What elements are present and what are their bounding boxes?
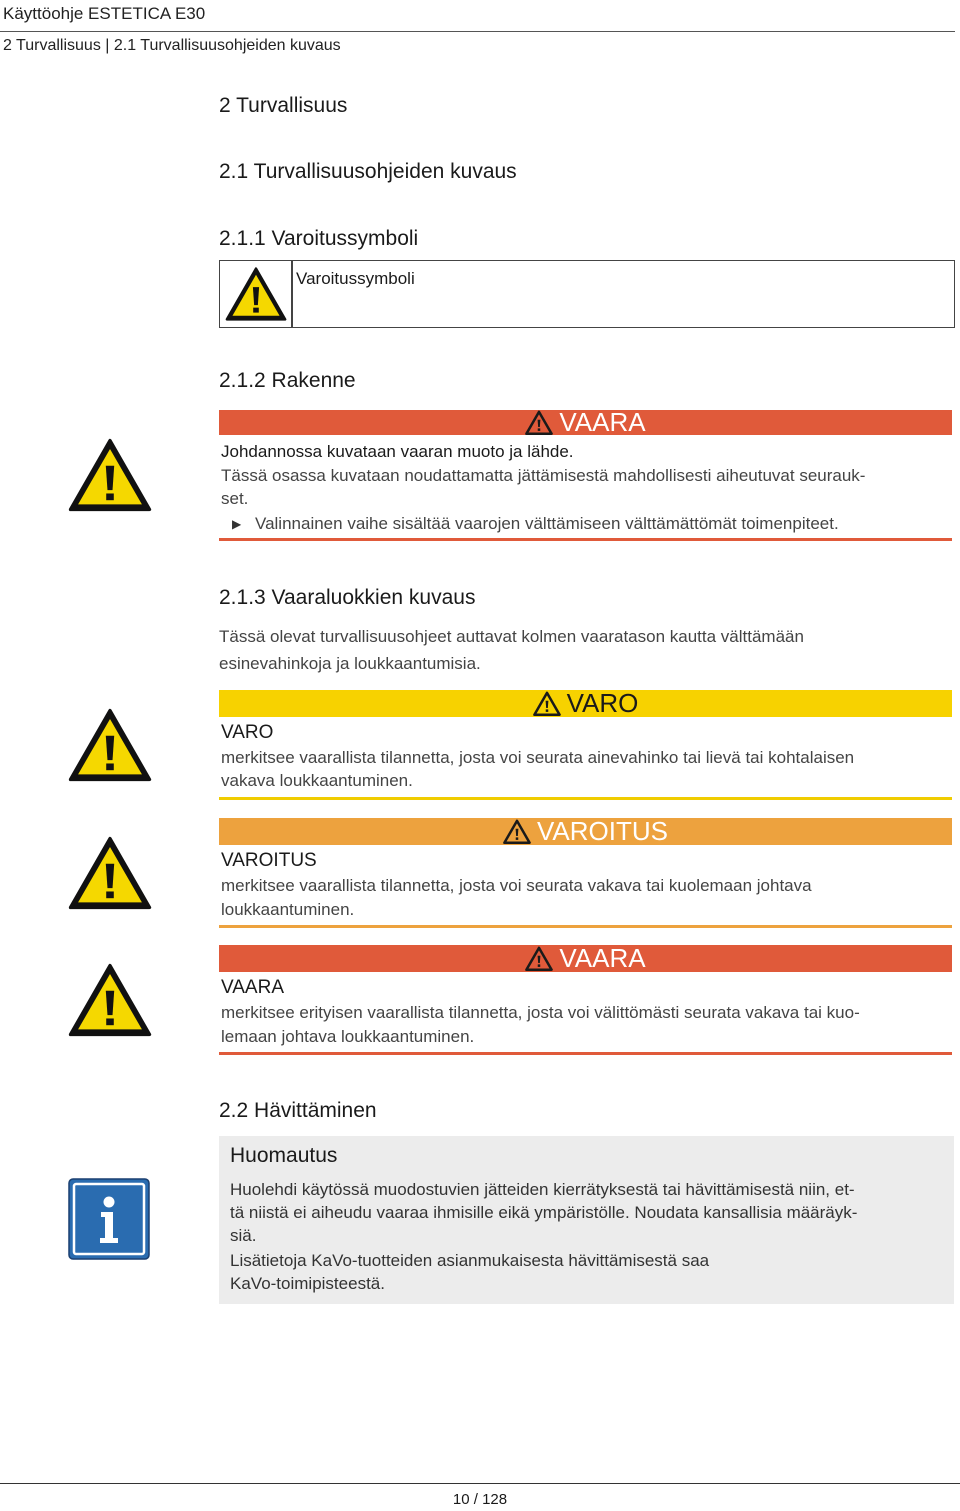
section-heading-2-1-1: 2.1.1 Varoitussymboli (219, 227, 419, 250)
danger-level-text-line2: lemaan johtava loukkaantuminen. (221, 1027, 475, 1046)
warning-triangle-icon (68, 708, 152, 782)
danger-level-bar (219, 945, 952, 972)
note-text-line4: Lisätietoja KaVo-tuotteiden asianmukaisesta hävittämisestä saa (230, 1251, 710, 1270)
note-text-line2: tä niistä ei aiheudu vaaraa ihmisille eikä ympäristölle. Noudata kansallisia määräyk- (230, 1203, 858, 1222)
info-icon (68, 1178, 150, 1260)
danger-bar-label: VAARA (559, 407, 646, 437)
danger-consequences-cont: set. (221, 489, 249, 508)
caution-bottom-line (219, 797, 952, 800)
warning-triangle-icon (503, 819, 531, 844)
danger-level-bar-label: VAARA (559, 943, 646, 973)
warning-triangle-icon (68, 836, 152, 910)
warning-triangle-icon (68, 963, 152, 1037)
warning-triangle-icon (225, 266, 287, 322)
warning-triangle-icon (68, 438, 152, 512)
warning-symbol-box (219, 260, 955, 328)
bullet-arrow-icon: ▶ (232, 517, 242, 531)
warning-triangle-icon (533, 691, 561, 716)
note-text-line3: siä. (230, 1226, 257, 1245)
warning-bar-label: VAROITUS (537, 816, 668, 846)
warning-triangle-icon (525, 410, 553, 435)
danger-level-bottom-line (219, 1052, 952, 1055)
note-title: Huomautus (230, 1144, 338, 1167)
warning-text-line1: merkitsee vaarallista tilannetta, josta voi seurata vakava tai kuolemaan johtava (221, 876, 812, 895)
warning-symbol-label: Varoitussymboli (296, 269, 415, 288)
breadcrumb: 2 Turvallisuus | 2.1 Turvallisuusohjeiden kuvaus (3, 37, 341, 54)
note-text-line5: KaVo-toimipisteestä. (230, 1274, 385, 1293)
warning-heading: VAROITUS (221, 850, 317, 871)
box-divider (291, 261, 293, 327)
danger-intro: Johdannossa kuvataan vaaran muoto ja lähde. (221, 442, 574, 461)
danger-level-text-line1: merkitsee erityisen vaarallista tilannetta, josta voi välittömästi seurata vakava tai kuo- (221, 1003, 860, 1022)
danger-bottom-line (219, 538, 952, 541)
warning-text-line2: loukkaantuminen. (221, 900, 355, 919)
document-title: Käyttöohje ESTETICA E30 (3, 4, 206, 23)
note-text-line1: Huolehdi käytössä muodostuvien jätteiden kierrätyksestä tai hävittämisestä niin, et- (230, 1180, 855, 1199)
header-divider (0, 31, 955, 32)
footer-divider (0, 1483, 960, 1484)
section-heading-2-1: 2.1 Turvallisuusohjeiden kuvaus (219, 160, 517, 183)
warning-triangle-icon (525, 946, 553, 971)
section-heading-2-2: 2.2 Hävittäminen (219, 1099, 377, 1122)
note-box (219, 1136, 954, 1304)
danger-bar (219, 407, 952, 437)
caution-text-line2: vakava loukkaantuminen. (221, 771, 413, 790)
section-heading-2: 2 Turvallisuus (219, 94, 348, 117)
caution-heading: VARO (221, 722, 274, 743)
caution-bar-label: VARO (566, 688, 639, 718)
hazard-intro-line2: esinevahinkoja ja loukkaantumisia. (219, 654, 481, 673)
page-number: 10 / 128 (452, 1491, 508, 1508)
danger-step: Valinnainen vaihe sisältää vaarojen välttämiseen välttämättömät toimenpiteet. (255, 514, 839, 533)
caution-text-line1: merkitsee vaarallista tilannetta, josta voi seurata ainevahinko tai lievä tai kohtalaisen (221, 748, 855, 767)
danger-level-heading: VAARA (221, 977, 285, 998)
danger-consequences: Tässä osassa kuvataan noudattamatta jättämisestä mahdollisesti aiheutuvat seurauk- (221, 466, 866, 485)
section-heading-2-1-3: 2.1.3 Vaaraluokkien kuvaus (219, 586, 476, 609)
warning-bottom-line (219, 925, 952, 928)
warning-bar (219, 818, 952, 845)
hazard-intro-line1: Tässä olevat turvallisuusohjeet auttavat kolmen vaaratason kautta välttämään (219, 627, 804, 646)
caution-bar (219, 690, 952, 717)
section-heading-2-1-2: 2.1.2 Rakenne (219, 369, 356, 392)
